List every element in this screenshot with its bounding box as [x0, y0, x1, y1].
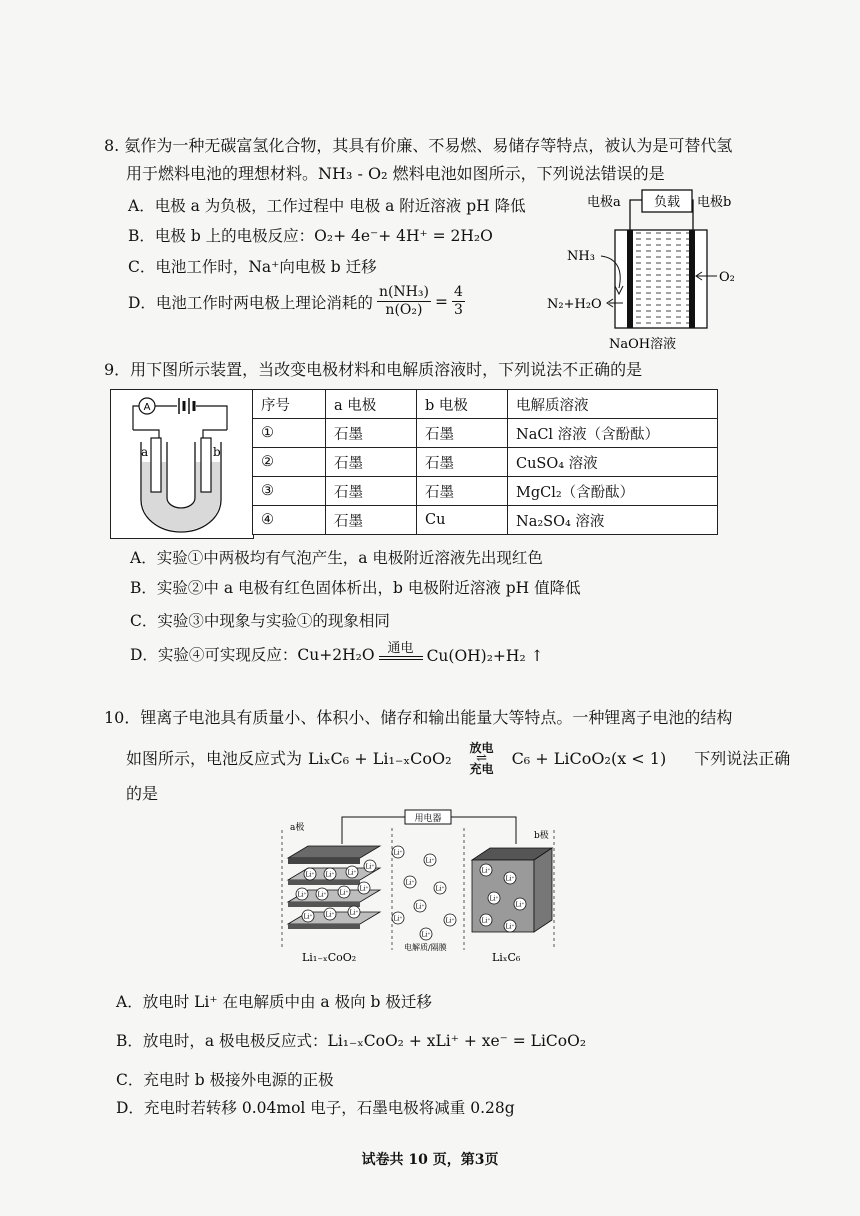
table-cell: 石墨: [326, 448, 417, 477]
device-label: 用电器: [414, 814, 442, 824]
table-cell: ②: [253, 448, 326, 477]
q10-stem-suffix: 下列说法正确: [694, 749, 791, 768]
li-ion-label: Li⁺: [393, 915, 403, 923]
table-cell: 石墨: [326, 506, 417, 535]
table-header-row: [253, 390, 718, 419]
q8-stem-line2: 用于燃料电池的理想材料。NH₃ - O₂ 燃料电池如图所示，下列说法错误的是: [126, 164, 665, 183]
li-ion-label: Li⁺: [505, 923, 515, 931]
q8-value-denominator: 3: [453, 302, 463, 318]
q9-stem: 9．用下图所示装置，当改变电极材料和电解质溶液时，下列说法不正确的是: [104, 360, 643, 379]
table-header-cell: b 电极: [417, 390, 508, 419]
right-formula: LiₓC₆: [492, 951, 521, 964]
table-cell: Cu: [417, 506, 508, 535]
li-ion-label: Li⁺: [303, 913, 313, 921]
page-footer: 试卷共 10 页，第3页: [361, 1152, 499, 1168]
q8-option-d-value: [452, 284, 465, 319]
table-row: [253, 448, 718, 477]
electrode-b-label: b: [213, 445, 221, 459]
q8-option-d-ratio: [377, 284, 431, 319]
q10-option-a: A．放电时 Li⁺ 在电解质中由 a 极向 b 极迁移: [116, 993, 432, 1011]
li-ion-label: Li⁺: [481, 917, 491, 925]
li-ion-label: Li⁺: [297, 891, 307, 899]
table-cell: CuSO₄ 溶液: [508, 448, 718, 477]
q10-stem-prefix: 如图所示，电池反应式为: [126, 749, 303, 768]
table-cell: 石墨: [326, 419, 417, 448]
table-cell: 石墨: [417, 477, 508, 506]
q8-option-a: A．电极 a 为负极，工作过程中 电极 a 附近溶液 pH 降低: [128, 197, 526, 215]
equals-sign: [379, 656, 423, 660]
li-ion-label: Li⁺: [445, 917, 455, 925]
li-ion-label: Li⁺: [305, 871, 315, 879]
q9-option-d-prefix: D．实验④可实现反应：Cu+2H₂O: [130, 646, 375, 664]
q9-option-a: A．实验①中两极均有气泡产生，a 电极附近溶液先出现红色: [130, 549, 543, 567]
electrode-b-label: 电极b: [697, 195, 732, 210]
q8-value-numerator: 4: [453, 284, 463, 300]
ammeter-label: A: [143, 402, 151, 413]
q9-u-tube-figure: [111, 390, 253, 538]
li-ion-label: Li⁺: [325, 871, 335, 879]
table-header-cell: 序号: [253, 390, 326, 419]
q9-option-b: B．实验②中 a 电极有红色固体析出，b 电极附近溶液 pH 值降低: [130, 579, 581, 597]
q8-option-d-equals: =: [434, 292, 448, 311]
li-ion-label: Li⁺: [347, 869, 357, 877]
q10-option-d: D．充电时若转移 0.04mol 电子，石墨电极将减重 0.28g: [116, 1099, 515, 1117]
table-cell: 石墨: [326, 477, 417, 506]
electrode-b: [201, 438, 211, 492]
electrode-a-label: a: [141, 445, 149, 459]
table-cell: ③: [253, 477, 326, 506]
li-ion-label: Li⁺: [505, 875, 515, 883]
reaction-left: LiₓC₆ + Li₁₋ₓCoO₂: [308, 749, 452, 768]
li-ion-label: Li⁺: [435, 885, 445, 893]
li-ion-label: Li⁺: [515, 901, 525, 909]
separator-label: 电解质/隔膜: [404, 943, 447, 952]
table-cell: Na₂SO₄ 溶液: [508, 506, 718, 535]
li-ion-label: Li⁺: [365, 863, 375, 871]
q10-option-b: B．放电时，a 极电极反应式：Li₁₋ₓCoO₂ + xLi⁺ + xe⁻ = LiCoO₂: [116, 1032, 587, 1050]
table-cell: MgCl₂（含酚酞）: [508, 477, 718, 506]
electrode-b: [689, 230, 695, 328]
a-electrode-label: a极: [290, 823, 305, 833]
table-header-cell: a 电极: [326, 390, 417, 419]
q9-table: [252, 389, 718, 535]
charge-label: 充电: [469, 762, 494, 776]
naoh-solution-label: NaOH溶液: [609, 337, 677, 352]
q9-figure-box: [110, 389, 254, 539]
q9-option-d: [130, 642, 544, 665]
q8-fuel-cell-figure: [545, 188, 745, 353]
q9-reaction-condition: [379, 642, 423, 665]
reaction-right: C₆ + LiCoO₂(x < 1): [511, 749, 667, 768]
q8-stem-line1: 8. 氨作为一种无碳富氢化合物，其具有价廉、不易燃、易储存等特点，被认为是可替代氢: [104, 136, 733, 155]
o2-label: O₂: [719, 270, 735, 285]
products-label: N₂+H₂O: [547, 297, 602, 312]
li-ion-label: Li⁺: [425, 857, 435, 865]
q8-option-d: [128, 284, 465, 319]
condition-label: 通电: [387, 641, 414, 656]
table-row: [253, 506, 718, 535]
table-cell: ①: [253, 419, 326, 448]
table-cell: ④: [253, 506, 326, 535]
electrode-a: [627, 230, 633, 328]
b-electrode-label: b极: [534, 831, 549, 841]
electrolyte: [631, 230, 691, 328]
table-row: [253, 419, 718, 448]
li-ion-label: Li⁺: [325, 911, 335, 919]
li-ion-label: Li⁺: [317, 891, 327, 899]
li-ion-label: Li⁺: [405, 879, 415, 887]
li-ion-label: Li⁺: [421, 931, 431, 939]
electrode-a-label: 电极a: [587, 195, 621, 210]
table-cell: NaCl 溶液（含酚酞）: [508, 419, 718, 448]
q10-stem-line2: [126, 742, 790, 776]
q8-option-c: C．电池工作时，Na⁺向电极 b 迁移: [128, 258, 377, 276]
q10-battery-figure: [280, 808, 560, 970]
left-formula: Li₁₋ₓCoO₂: [302, 951, 357, 964]
load-label: 负载: [653, 195, 681, 210]
nh3-label: NH₃: [567, 249, 595, 264]
q8-ratio-numerator: n(NH₃): [378, 284, 429, 300]
li-ion-label: Li⁺: [339, 889, 349, 897]
li-ion-label: Li⁺: [481, 867, 491, 875]
table-cell: 石墨: [417, 419, 508, 448]
table-cell: 石墨: [417, 448, 508, 477]
table-row: [253, 477, 718, 506]
li-ion-label: Li⁺: [349, 909, 359, 917]
q10-option-c: C．充电时 b 极接外电源的正极: [116, 1071, 334, 1089]
electrode-a: [151, 438, 161, 492]
li-ion-label: Li⁺: [415, 903, 425, 911]
reversible-arrow: [458, 742, 506, 776]
q8-option-b: B．电极 b 上的电极反应：O₂+ 4e⁻+ 4H⁺ = 2H₂O: [128, 227, 493, 245]
table-header-cell: 电解质溶液: [508, 390, 718, 419]
li-ion-label: Li⁺: [489, 895, 499, 903]
q9-option-d-products: Cu(OH)₂+H₂ ↑: [426, 647, 544, 665]
li-ion-label: Li⁺: [359, 885, 369, 893]
q10-stem-line3: 的是: [126, 784, 159, 803]
discharge-label: 放电: [469, 741, 494, 755]
q10-stem-line1: 10．锂离子电池具有质量小、体积小、储存和输出能量大等特点。一种锂离子电池的结构: [104, 708, 733, 727]
q8-ratio-denominator: n(O₂): [385, 302, 423, 318]
arrow-symbol: ⇌: [476, 751, 488, 766]
li-ion-label: Li⁺: [393, 849, 403, 857]
q9-option-c: C．实验③中现象与实验①的现象相同: [130, 612, 390, 630]
q8-option-d-prefix: D．电池工作时两电极上理论消耗的: [128, 293, 373, 312]
